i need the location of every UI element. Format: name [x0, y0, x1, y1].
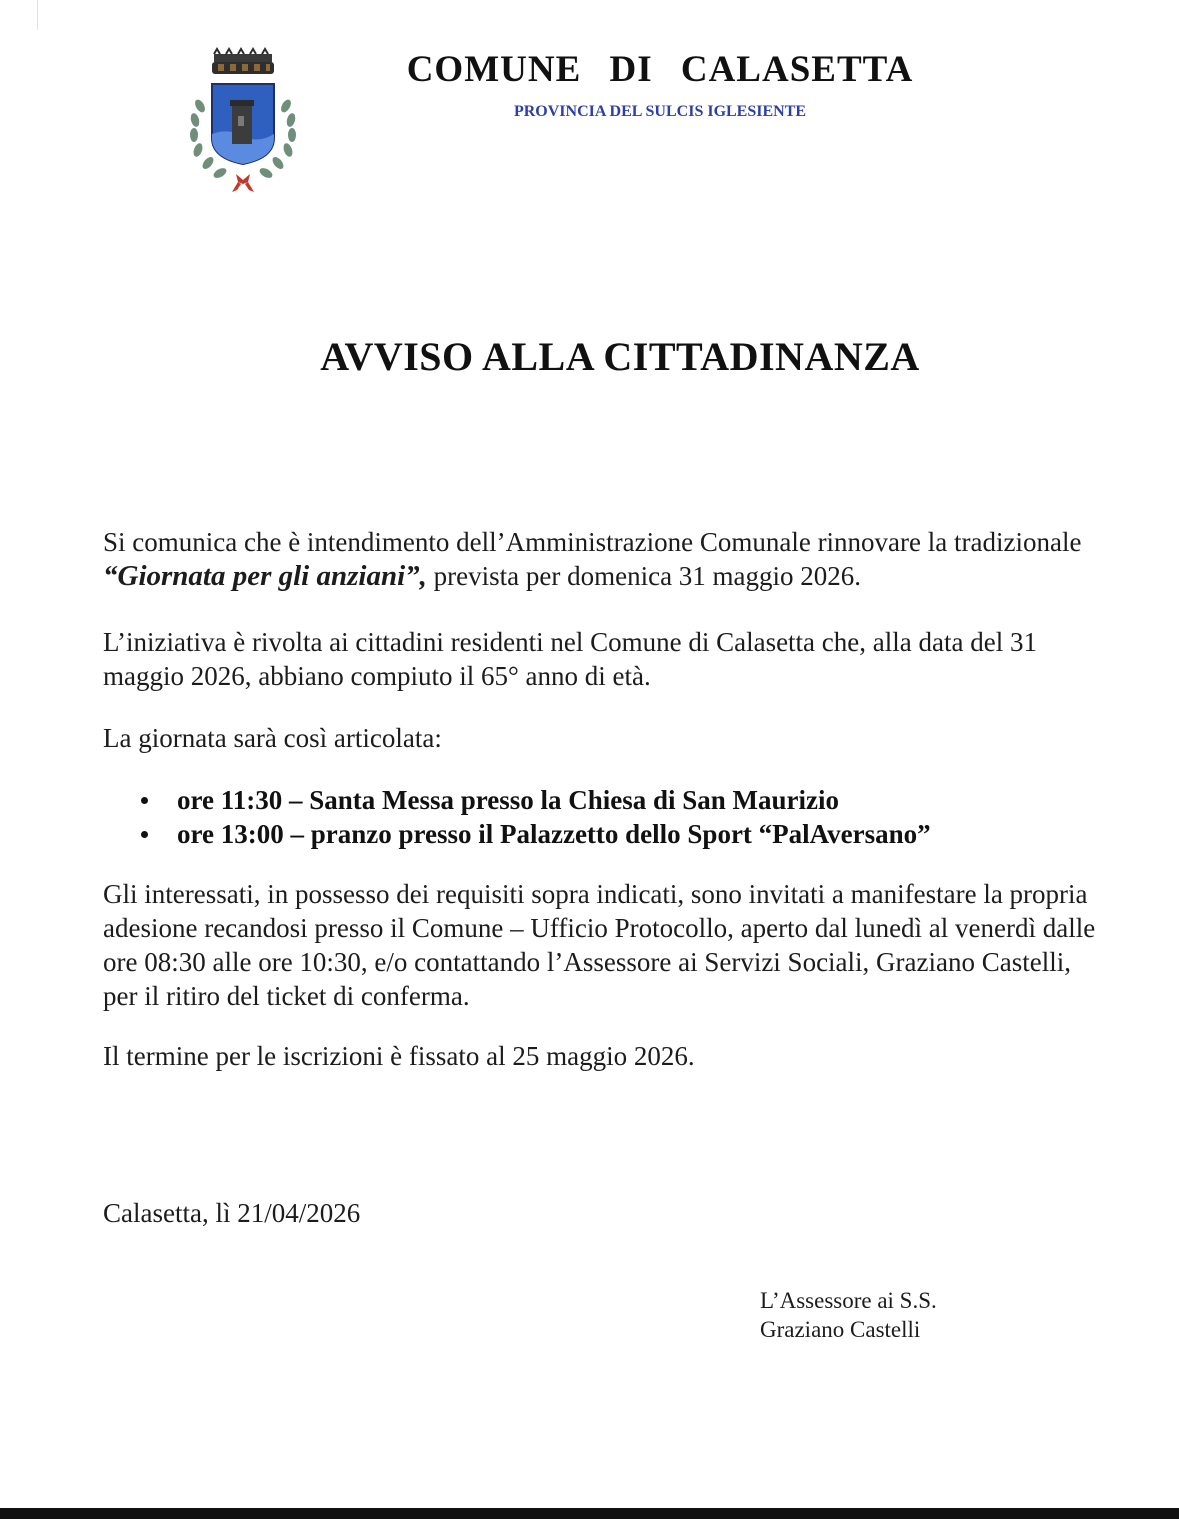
- province-name: PROVINCIA DEL SULCIS IGLESIENTE: [513, 103, 807, 120]
- registration-paragraph: Gli interessati, in possesso dei requisiti sopra indicati, sono invitati a manifestare la propria adesione recandosi presso il Comune – Ufficio Protocollo, aperto dal lunedì al venerdì dalle ore 08:30 alle ore 10:30, e/o contattando l’Assessore ai Servizi Sociali, Graziano Castelli, per il ritiro del ticket di conferma.: [103, 879, 1096, 1011]
- signatory-role: L’Assessore ai S.S.: [760, 1288, 937, 1313]
- page-edge-line: [37, 0, 38, 30]
- schedule-intro: La giornata sarà così articolata:: [103, 723, 442, 753]
- municipality-name: COMUNE DI CALASETTA: [406, 49, 914, 90]
- signature-block: [760, 1286, 937, 1344]
- eligibility-paragraph: L’iniziativa è rivolta ai cittadini residenti nel Comune di Calasetta che, alla data del 31 maggio 2026, abbiano compiuto il 65° anno di età.: [103, 627, 1037, 691]
- place-and-date: Calasetta, lì 21/04/2026: [103, 1198, 361, 1228]
- schedule-item-text: ore 13:00 – pranzo presso il Palazzetto dello Sport “PalAversano”: [177, 819, 931, 849]
- intro-prefix: Si comunica che è intendimento dell’Amministrazione Comunale rinnovare la tradizionale: [103, 527, 1082, 557]
- schedule-item-text: ore 11:30 – Santa Messa presso la Chiesa di San Maurizio: [177, 785, 840, 815]
- schedule-item: [103, 817, 931, 851]
- signatory-name: Graziano Castelli: [760, 1317, 921, 1342]
- event-name: “Giornata per gli anziani”,: [103, 560, 427, 592]
- schedule-list: [103, 783, 931, 851]
- schedule-item: [103, 783, 931, 817]
- bullet-icon: [141, 797, 148, 804]
- bullet-icon: [141, 831, 148, 838]
- intro-suffix: prevista per domenica 31 maggio 2026.: [426, 561, 862, 591]
- deadline-paragraph: Il termine per le iscrizioni è fissato al 25 maggio 2026.: [103, 1041, 695, 1071]
- notice-title: AVVISO ALLA CITTADINANZA: [320, 334, 920, 379]
- bottom-bar: [0, 1508, 1179, 1519]
- intro-paragraph: [103, 525, 1093, 593]
